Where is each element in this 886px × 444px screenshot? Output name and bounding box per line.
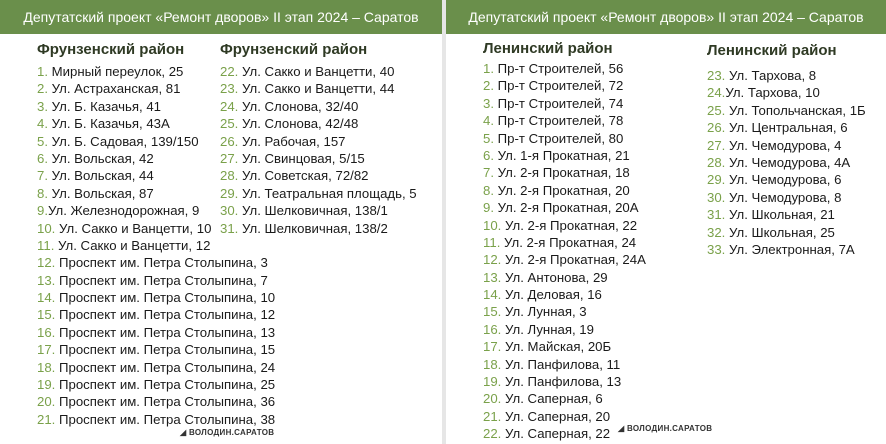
address-item <box>483 77 646 94</box>
address-list <box>483 60 646 443</box>
address-item <box>220 167 417 184</box>
address-item <box>220 63 417 80</box>
item-address: Ул. 2-я Прокатная, 20 <box>494 182 630 198</box>
item-number: 23. <box>707 68 726 83</box>
item-address: Пр-т Строителей, 80 <box>494 130 624 146</box>
item-number: 7. <box>483 165 494 181</box>
item-address: Проспект им. Петра Столыпина, 15 <box>55 342 276 358</box>
arrow-icon: ◢ <box>618 424 625 433</box>
item-number: 13. <box>37 272 56 288</box>
left-panel <box>0 0 442 444</box>
address-item <box>483 164 646 181</box>
item-address: Ул. Панфилова, 11 <box>501 356 621 372</box>
item-address: Пр-т Строителей, 74 <box>494 95 624 111</box>
item-address: Ул. Чемодурова, 4А <box>725 154 851 170</box>
item-address: Ул. 1-я Прокатная, 21 <box>494 147 630 163</box>
item-number: 26. <box>707 120 726 136</box>
item-address: Ул. Рабочая, 157 <box>238 133 346 149</box>
address-item <box>483 147 646 164</box>
address-item <box>483 112 646 129</box>
district-column-2 <box>707 42 866 258</box>
item-address: Ул. Саперная, 22 <box>501 426 611 442</box>
item-number: 20. <box>37 394 56 410</box>
item-number: 11. <box>483 234 501 250</box>
address-item <box>483 356 646 373</box>
item-address: Проспект им. Петра Столыпина, 10 <box>55 290 276 306</box>
address-item <box>37 359 275 376</box>
item-address: Ул. Б. Садовая, 139/150 <box>48 133 199 149</box>
item-address: Проспект им. Петра Столыпина, 36 <box>55 394 276 410</box>
item-number: 2. <box>37 81 48 97</box>
item-address: Проспект им. Петра Столыпина, 7 <box>55 272 268 288</box>
brand-footer <box>618 424 712 433</box>
item-address: Проспект им. Петра Столыпина, 12 <box>55 307 276 323</box>
item-number: 16. <box>483 321 502 337</box>
address-item <box>37 237 275 254</box>
item-address: Пр-т Строителей, 56 <box>494 61 624 76</box>
item-address: Ул. Советская, 72/82 <box>238 168 369 184</box>
item-number: 30. <box>220 203 239 219</box>
item-number: 5. <box>483 130 494 146</box>
item-address: Проспект им. Петра Столыпина, 13 <box>55 324 276 340</box>
item-number: 20. <box>483 391 502 407</box>
address-item <box>220 80 417 97</box>
item-number: 31. <box>707 207 726 223</box>
item-address: Ул. Майская, 20Б <box>501 339 612 355</box>
item-address: Ул. Слонова, 42/48 <box>238 116 359 132</box>
address-item <box>37 376 275 393</box>
item-address: Ул. Электронная, 7А <box>725 241 855 257</box>
district-column-2 <box>220 41 417 237</box>
address-item <box>707 154 866 171</box>
item-number: 10. <box>37 220 56 236</box>
address-item <box>37 324 275 341</box>
brand-label: ВОЛОДИН.САРАТОВ <box>626 424 713 433</box>
address-item <box>707 206 866 223</box>
arrow-icon: ◢ <box>180 428 187 437</box>
item-address: Ул. Б. Казачья, 41 <box>48 98 162 114</box>
item-address: Ул. Театральная площадь, 5 <box>238 185 417 201</box>
address-item <box>483 373 646 390</box>
item-number: 30. <box>707 189 726 205</box>
item-number: 16. <box>37 324 56 340</box>
item-address: Ул. Сакко и Ванцетти, 44 <box>238 81 395 97</box>
district-title: Ленинский район <box>707 42 837 59</box>
address-item <box>707 224 866 241</box>
address-item <box>37 393 275 410</box>
item-number: 25. <box>707 102 726 118</box>
item-number: 4. <box>37 116 48 132</box>
item-number: 15. <box>483 304 502 320</box>
address-item <box>37 306 275 323</box>
address-item <box>37 272 275 289</box>
item-address: Ул. Чемодурова, 6 <box>725 172 842 188</box>
address-item <box>37 411 275 428</box>
item-number: 29. <box>220 185 239 201</box>
item-number: 28. <box>220 168 239 184</box>
item-number: 33. <box>707 241 726 257</box>
item-address: Ул. Шелковичная, 138/1 <box>238 203 388 219</box>
item-number: 2. <box>483 78 494 94</box>
address-item <box>483 269 646 286</box>
item-number: 12. <box>37 255 56 271</box>
item-number: 4. <box>483 113 494 129</box>
item-number: 14. <box>37 290 56 306</box>
item-number: 24. <box>220 98 239 114</box>
item-number: 25. <box>220 116 239 132</box>
item-address: Ул. Лунная, 3 <box>501 304 587 320</box>
address-item <box>707 241 866 258</box>
item-number: 6. <box>483 147 494 163</box>
address-item <box>220 98 417 115</box>
item-number: 19. <box>483 374 502 390</box>
item-address: Ул. Шелковичная, 138/2 <box>238 220 388 236</box>
address-item <box>483 182 646 199</box>
address-item <box>483 130 646 147</box>
item-address: Ул. Вольская, 42 <box>48 150 154 166</box>
header-banner: Депутатский проект «Ремонт дворов» II этап 2024 – Саратов <box>446 0 886 34</box>
item-address: Пр-т Строителей, 72 <box>494 78 624 94</box>
item-number: 19. <box>37 377 56 393</box>
item-number: 5. <box>37 133 48 149</box>
item-address: Ул. Б. Казачья, 43А <box>48 116 170 132</box>
address-item <box>707 119 866 136</box>
address-item <box>220 133 417 150</box>
address-item <box>483 234 646 251</box>
item-number: 3. <box>483 95 494 111</box>
item-number: 29. <box>707 172 726 188</box>
address-item <box>220 150 417 167</box>
item-address: Ул. 2-я Прокатная, 20А <box>494 200 639 216</box>
item-address: Проспект им. Петра Столыпина, 25 <box>55 377 276 393</box>
item-address: Ул. Сакко и Ванцетти, 40 <box>238 64 395 79</box>
item-number: 13. <box>483 269 502 285</box>
item-number: 1. <box>37 64 48 79</box>
item-address: Ул. Топольчанская, 1Б <box>725 102 866 118</box>
address-item <box>220 185 417 202</box>
item-number: 27. <box>707 137 726 153</box>
item-number: 11. <box>37 237 55 253</box>
item-number: 18. <box>483 356 502 372</box>
item-address: Ул. Школьная, 25 <box>725 224 835 240</box>
district-title: Фрунзенский район <box>37 41 185 58</box>
address-item <box>483 321 646 338</box>
item-address: Ул. Железнодорожная, 9 <box>48 203 200 219</box>
item-address: Ул. 2-я Прокатная, 22 <box>501 217 638 233</box>
item-number: 9. <box>37 203 48 219</box>
item-number: 28. <box>707 154 726 170</box>
item-address: Ул. Вольская, 87 <box>48 185 154 201</box>
address-item <box>37 341 275 358</box>
address-item <box>483 251 646 268</box>
item-address: Ул. 2-я Прокатная, 18 <box>494 165 630 181</box>
item-address: Ул. Школьная, 21 <box>725 207 835 223</box>
address-item <box>483 60 646 77</box>
item-address: Ул. Чемодурова, 4 <box>725 137 842 153</box>
item-number: 8. <box>37 185 48 201</box>
address-item <box>707 102 866 119</box>
item-number: 1. <box>483 61 494 76</box>
item-address: Ул. Вольская, 44 <box>48 168 154 184</box>
item-number: 23. <box>220 81 239 97</box>
item-address: Ул. Чемодурова, 8 <box>725 189 842 205</box>
item-address: Ул. Лунная, 19 <box>501 321 594 337</box>
address-item <box>707 189 866 206</box>
item-address: Пр-т Строителей, 78 <box>494 113 624 129</box>
address-item <box>483 217 646 234</box>
item-address: Ул. 2-я Прокатная, 24 <box>500 234 637 250</box>
address-item <box>220 202 417 219</box>
item-address: Проспект им. Петра Столыпина, 3 <box>55 255 268 271</box>
item-address: Проспект им. Петра Столыпина, 24 <box>55 359 276 375</box>
item-number: 24. <box>707 85 726 101</box>
item-address: Ул. Антонова, 29 <box>501 269 608 285</box>
address-item <box>707 137 866 154</box>
address-item <box>483 303 646 320</box>
item-number: 17. <box>37 342 56 358</box>
header-banner: Депутатский проект «Ремонт дворов» II этап 2024 – Саратов <box>0 0 442 34</box>
item-address: Ул. Саперная, 6 <box>501 391 603 407</box>
item-number: 31. <box>220 220 239 236</box>
district-column-1 <box>483 40 646 443</box>
item-address: Ул. Деловая, 16 <box>501 287 602 303</box>
item-number: 17. <box>483 339 502 355</box>
item-number: 18. <box>37 359 56 375</box>
item-address: Ул. Сакко и Ванцетти, 12 <box>54 237 211 253</box>
item-address: Ул. Панфилова, 13 <box>501 374 622 390</box>
district-title: Ленинский район <box>483 40 613 57</box>
address-item <box>483 408 646 425</box>
item-number: 21. <box>37 411 56 427</box>
item-address: Ул. Слонова, 32/40 <box>238 98 359 114</box>
item-number: 7. <box>37 168 48 184</box>
item-address: Ул. 2-я Прокатная, 24А <box>501 252 646 268</box>
address-item <box>483 199 646 216</box>
item-number: 12. <box>483 252 502 268</box>
address-item <box>707 171 866 188</box>
item-address: Ул. Сакко и Ванцетти, 10 <box>55 220 212 236</box>
address-item <box>37 254 275 271</box>
right-panel <box>446 0 886 444</box>
address-item <box>707 84 866 101</box>
item-address: Проспект им. Петра Столыпина, 38 <box>55 411 276 427</box>
item-number: 8. <box>483 182 494 198</box>
address-item <box>483 390 646 407</box>
address-item <box>483 338 646 355</box>
address-item <box>37 289 275 306</box>
item-number: 6. <box>37 150 48 166</box>
item-number: 15. <box>37 307 56 323</box>
address-list <box>220 63 417 237</box>
item-number: 22. <box>220 64 239 79</box>
item-address: Ул. Тархова, 8 <box>725 68 817 83</box>
item-address: Ул. Тархова, 10 <box>725 85 820 101</box>
item-address: Ул. Свинцовая, 5/15 <box>238 150 365 166</box>
item-address: Ул. Саперная, 20 <box>501 408 611 424</box>
item-number: 10. <box>483 217 502 233</box>
item-number: 27. <box>220 150 239 166</box>
item-number: 3. <box>37 98 48 114</box>
address-item <box>220 220 417 237</box>
address-list <box>707 67 866 258</box>
item-number: 32. <box>707 224 726 240</box>
address-item <box>220 115 417 132</box>
item-address: Ул. Центральная, 6 <box>725 120 848 136</box>
item-number: 21. <box>483 408 502 424</box>
item-number: 14. <box>483 287 502 303</box>
brand-label: ВОЛОДИН.САРАТОВ <box>188 428 275 437</box>
item-number: 9. <box>483 200 494 216</box>
item-number: 26. <box>220 133 239 149</box>
brand-footer <box>180 428 274 437</box>
address-item <box>483 286 646 303</box>
district-title: Фрунзенский район <box>220 41 368 58</box>
address-item <box>707 67 866 84</box>
item-address: Ул. Астраханская, 81 <box>48 81 181 97</box>
item-address: Мирный переулок, 25 <box>48 64 184 79</box>
item-number: 22. <box>483 426 502 442</box>
address-item <box>483 95 646 112</box>
